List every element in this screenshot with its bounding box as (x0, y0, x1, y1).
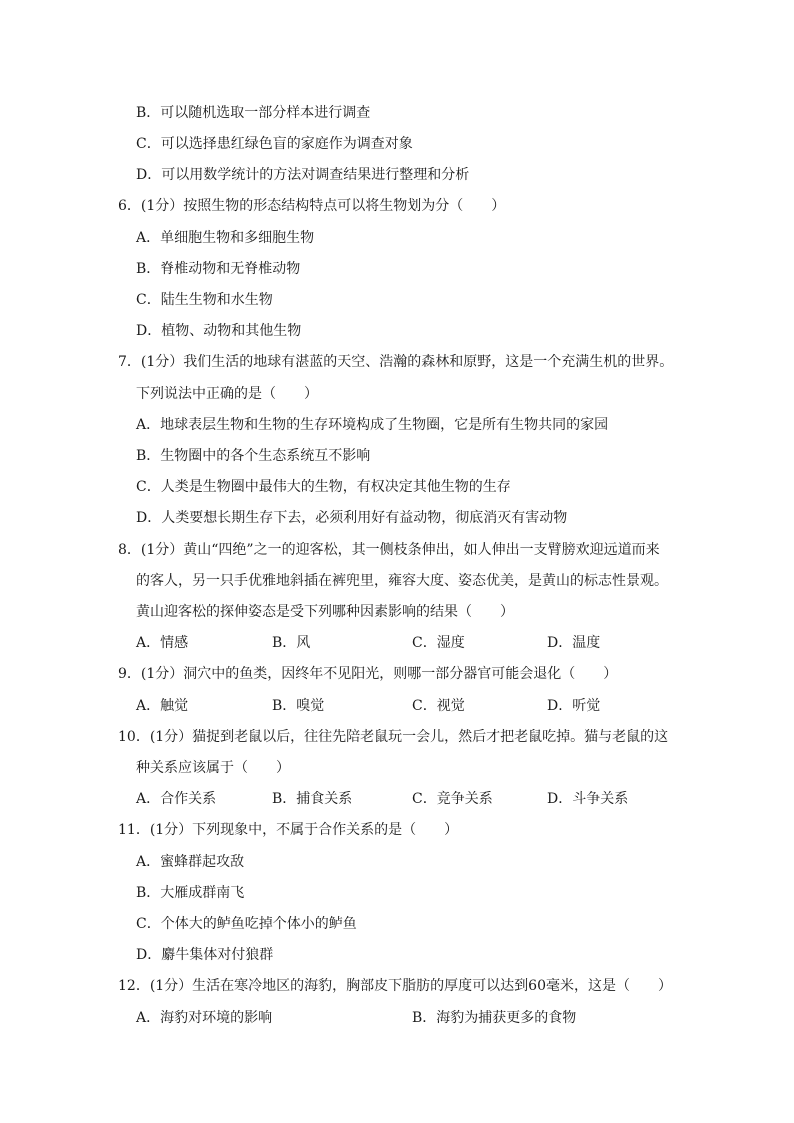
q5-option-b: B．可以随机选取一部分样本进行调查 (136, 105, 371, 121)
q9-option-b: B．嗅觉 (272, 698, 325, 714)
q9-option-d: D．听觉 (547, 698, 601, 714)
q10-option-d: D．斗争关系 (547, 791, 629, 807)
q8-stem-line-3: 黄山迎客松的探伸姿态是受下列哪种因素影响的结果（ ） (136, 604, 514, 620)
q12-stem: 12．(1分）生活在寒冷地区的海豹，胸部皮下脂肪的厚度可以达到60毫米，这是（ ） (118, 978, 672, 994)
q10-option-b: B．捕食关系 (272, 791, 353, 807)
q5-option-c: C．可以选择患红绿色盲的家庭作为调查对象 (136, 136, 413, 152)
q9-option-c: C．视觉 (412, 698, 465, 714)
q11-stem: 11．(1分）下列现象中，不属于合作关系的是（ ） (118, 822, 459, 838)
q8-option-b: B．风 (272, 635, 311, 651)
q8-option-a: A．情感 (136, 635, 189, 651)
q7-option-c: C．人类是生物圈中最伟大的生物，有权决定其他生物的生存 (136, 479, 511, 495)
q12-option-a: A．海豹对环境的影响 (136, 1010, 273, 1026)
q7-option-a: A．地球表层生物和生物的生存环境构成了生物圈，它是所有生物共同的家园 (136, 417, 609, 433)
q10-stem-line-1: 10．(1分）猫捉到老鼠以后，往往先陪老鼠玩一会儿，然后才把老鼠吃掉。猫与老鼠的这 (118, 729, 669, 745)
q7-stem-line-1: 7．(1分）我们生活的地球有湛蓝的天空、浩瀚的森林和原野，这是一个充满生机的世界。 (118, 354, 674, 370)
q6-option-d: D．植物、动物和其他生物 (136, 323, 302, 339)
q11-option-a: A．蜜蜂群起攻敌 (136, 854, 245, 870)
q9-option-a: A．触觉 (136, 698, 189, 714)
q11-option-b: B．大雁成群南飞 (136, 885, 245, 901)
q6-option-c: C．陆生生物和水生物 (136, 292, 273, 308)
q10-stem-line-2: 种关系应该属于（ ） (136, 760, 290, 776)
q8-stem-line-1: 8．(1分）黄山“四绝”之一的迎客松，其一侧枝条伸出，如人伸出一支臂膀欢迎远道而来 (118, 542, 660, 558)
q11-option-d: D．麝牛集体对付狼群 (136, 947, 274, 963)
q7-option-b: B．生物圈中的各个生态系统互不影响 (136, 448, 371, 464)
q5-option-d: D．可以用数学统计的方法对调查结果进行整理和分析 (136, 167, 470, 183)
q8-stem-line-2: 的客人，另一只手优雅地斜插在裤兜里，雍容大度、姿态优美，是黄山的标志性景观。 (136, 573, 668, 589)
q10-option-a: A．合作关系 (136, 791, 217, 807)
q6-option-b: B．脊椎动物和无脊椎动物 (136, 261, 301, 277)
q9-stem: 9．(1分）洞穴中的鱼类，因终年不见阳光，则哪一部分器官可能会退化（ ） (118, 666, 618, 682)
q7-option-d: D．人类要想长期生存下去，必须利用好有益动物，彻底消灭有害动物 (136, 510, 568, 526)
q8-option-c: C．湿度 (412, 635, 465, 651)
q7-stem-line-2: 下列说法中正确的是（ ） (136, 386, 318, 402)
q6-stem: 6．(1分）按照生物的形态结构特点可以将生物划为分（ ） (118, 198, 506, 214)
q11-option-c: C．个体大的鲈鱼吃掉个体小的鲈鱼 (136, 916, 357, 932)
q10-option-c: C．竞争关系 (412, 791, 493, 807)
q12-option-b: B．海豹为捕获更多的食物 (412, 1010, 577, 1026)
q6-option-a: A．单细胞生物和多细胞生物 (136, 230, 315, 246)
q8-option-d: D．温度 (547, 635, 601, 651)
